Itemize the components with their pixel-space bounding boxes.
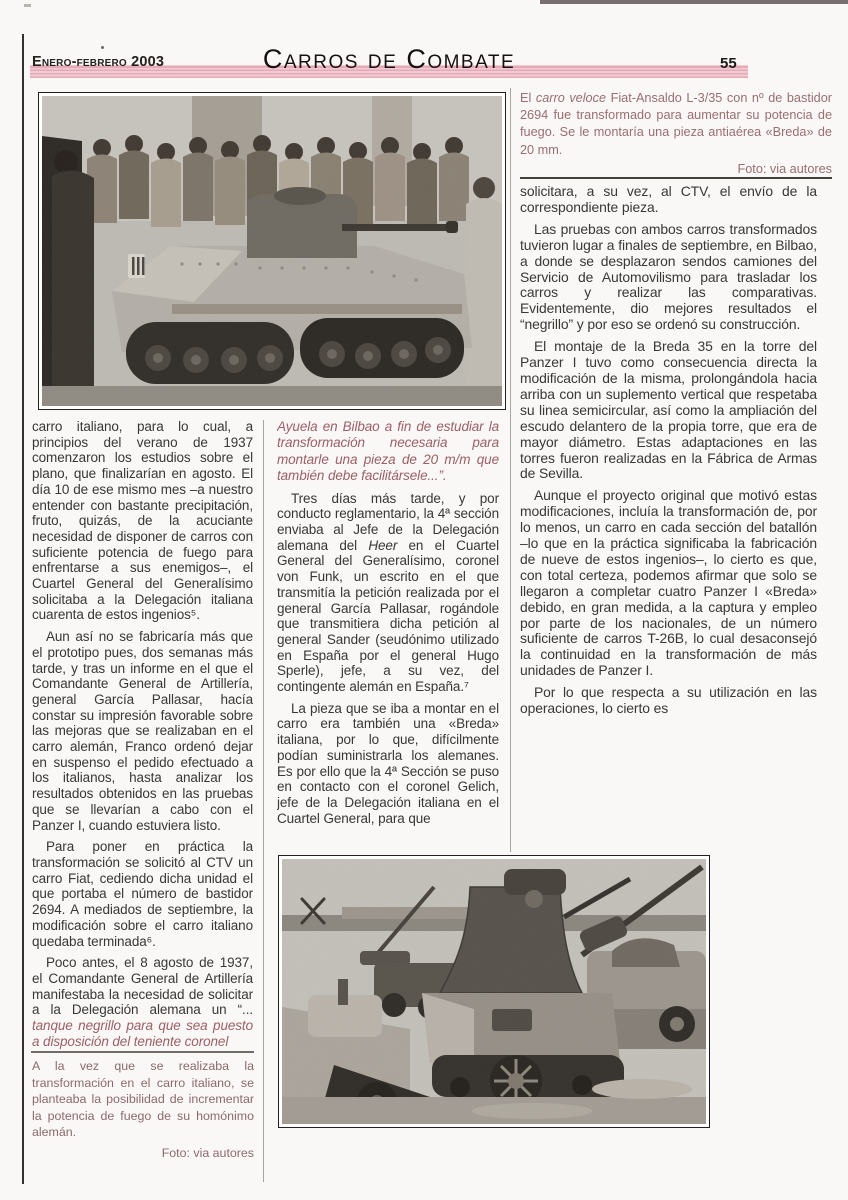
page-title: Carros de Combate [262, 44, 516, 74]
photo-credit: Foto: via autores [737, 161, 832, 176]
footnote-divider-rule [31, 1051, 254, 1053]
paragraph-quote: tanque negrillo para que sea puesto a disposición del teniente coronel [32, 1018, 253, 1049]
paragraph [32, 955, 253, 1049]
paragraph: carro italiano, para lo cual, a principios del verano de 1937 comenzaron los estudios sobre el plano, que finalizarían en agosto. El día 10 de ese mismo mes –a nuestro entender con bastante precipitación, fruto, quizás, de la acuciante necesidad de disponer de carros con suficiente potencia de fuego para enfrentarse a sus enemigos–, el Cuartel General del Generalísimo solicitaba a la Delegación italiana cuarenta de estos ingenios⁵. [32, 419, 253, 623]
column-right [520, 184, 817, 852]
caption-text-before: El [520, 91, 536, 105]
paragraph-italic-word: Heer [368, 537, 398, 553]
paragraph-regular: Tres días más tarde, y por conducto reglamentario, la 4ª sección enviaba al Jefe de la Delegación alemana del [277, 490, 499, 553]
photo-credit: Foto: via autores [161, 1145, 254, 1160]
paragraph: Las pruebas con ambos carros transformados tuvieron lugar a finales de septiembre, en Bilbao, a donde se desplazaron sendos camiones del Servicio de Automovilismo para trasladar los carros y realizar las comparativas. Evidentemente, dio mejores resultados el “negrillo” y por eso se ordenó su construcción. [520, 220, 817, 333]
page-number: 55 [720, 55, 737, 72]
paragraph: Por lo que respecta a su utilización en las operaciones, lo cierto es [520, 684, 817, 717]
top-photo [38, 92, 506, 410]
issue-date: Enero-febrero 2003 [32, 54, 165, 70]
top-edge-bar [540, 0, 848, 4]
paragraph: Aunque el proyecto original que motivó estas modificaciones, incluía la transformación de, por lo menos, un carro en cada sección del batallón –lo que en la práctica significaba la fabricación de nueve de estos ingenios–, lo cierto es que, con total certeza, podemos afirmar que solo se llegaron a completar cuatro Panzer I «Breda» debido, en gran medida, a la captura y empleo por parte de los nacionales, de un número suficiente de carros T-26B, lo cual desaconsejó la continuidad en la transformación de más unidades de Panzer I. [520, 487, 817, 679]
paragraph: El montaje de la Breda 35 en la torre del Panzer I tuvo como consecuencia directa la modificación de la misma, prolongándola hacia arriba con un suplemento vertical que respetaba su linea semicircular, así como la ampliación del escudo delantero de la propia torre, que era de mayor diámetro. Estas adaptaciones en las torres fueron realizadas en la Fábrica de Armas de Sevilla. [520, 338, 817, 482]
photo-caption-top-right [520, 90, 832, 178]
footnote-text: A la vez que se realizaba la transformación en el carro italiano, se planteaba la posibilidad de incrementar la potencia de fuego de su homónimo alemán. [32, 1059, 254, 1140]
column-rule-right [510, 88, 511, 852]
paragraph-regular: Poco antes, el 8 agosto de 1937, el Comandante General de Artillería manifestaba la necesidad de solicitar a la Delegación alemana un “... [32, 955, 253, 1018]
left-margin-rule [22, 34, 24, 1184]
column-rule-left [263, 420, 264, 1182]
column-left [32, 419, 253, 1049]
paragraph: Aun así no se fabricaría más que el prototipo pues, dos semanas más tarde, y tras un informe en el que el Comandante General de Artillería, general García Pallasar, hacía constar su impresión favorable sobre las mejoras que se realizaban en el carro alemán, Franco ordenó dejar en suspenso el pedido efectuado a los italianos, hasta analizar los resultados obtenidos en las pruebas que se llevarían a cabo con el Panzer I, cuando estuviera listo. [32, 629, 253, 833]
quote-continuation: Ayuela en Bilbao a fin de estudiar la transformación necesaria para montarle una pieza de 20 m/m que también debe facilitársele...”. [277, 419, 499, 484]
paragraph: solicitara, a su vez, al CTV, el envío de la correspondiente pieza. [520, 184, 817, 215]
paragraph-regular: en el Cuartel General del Generalísimo, coronel von Funk, un escrito en el que transmitía la petición realizada por el general García Pallasar, rogándole que transmitiera dicha petición al general Sander (seudónimo utilizado en España por el general Hugo Sperle), jefe, a su vez, del contingente alemán en España.⁷ [277, 537, 499, 695]
photo-caption-bottom-left [32, 1058, 254, 1162]
column-middle [277, 419, 499, 851]
paragraph: La pieza que se iba a montar en el carro era también una «Breda» italiana, por lo que, difícilmente podían suministrarla los alemanes. Es por ello que la 4ª Sección se puso en contacto con el coronel Gelich, jefe de la Delegación italiana en el Cuartel General, para que [277, 700, 499, 826]
registration-mark [24, 4, 31, 7]
caption-text-after: Fiat-Ansaldo L-3/35 con nº de bastidor 2694 fue transformado para aumentar su potencia de fuego. Se le montaría una pieza antiaérea «Breda» de 20 mm. [520, 91, 833, 157]
caption-text-italic: carro veloce [535, 91, 607, 105]
bottom-photo [278, 855, 710, 1128]
paragraph: Para poner en práctica la transformación se solicitó al CTV un carro Fiat, cediendo dicha unidad el que portaba el número de bastidor 2694. A mediados de septiembre, la modificación sobre el carro italiano quedaba terminada⁶. [32, 839, 253, 949]
paragraph [277, 491, 499, 695]
